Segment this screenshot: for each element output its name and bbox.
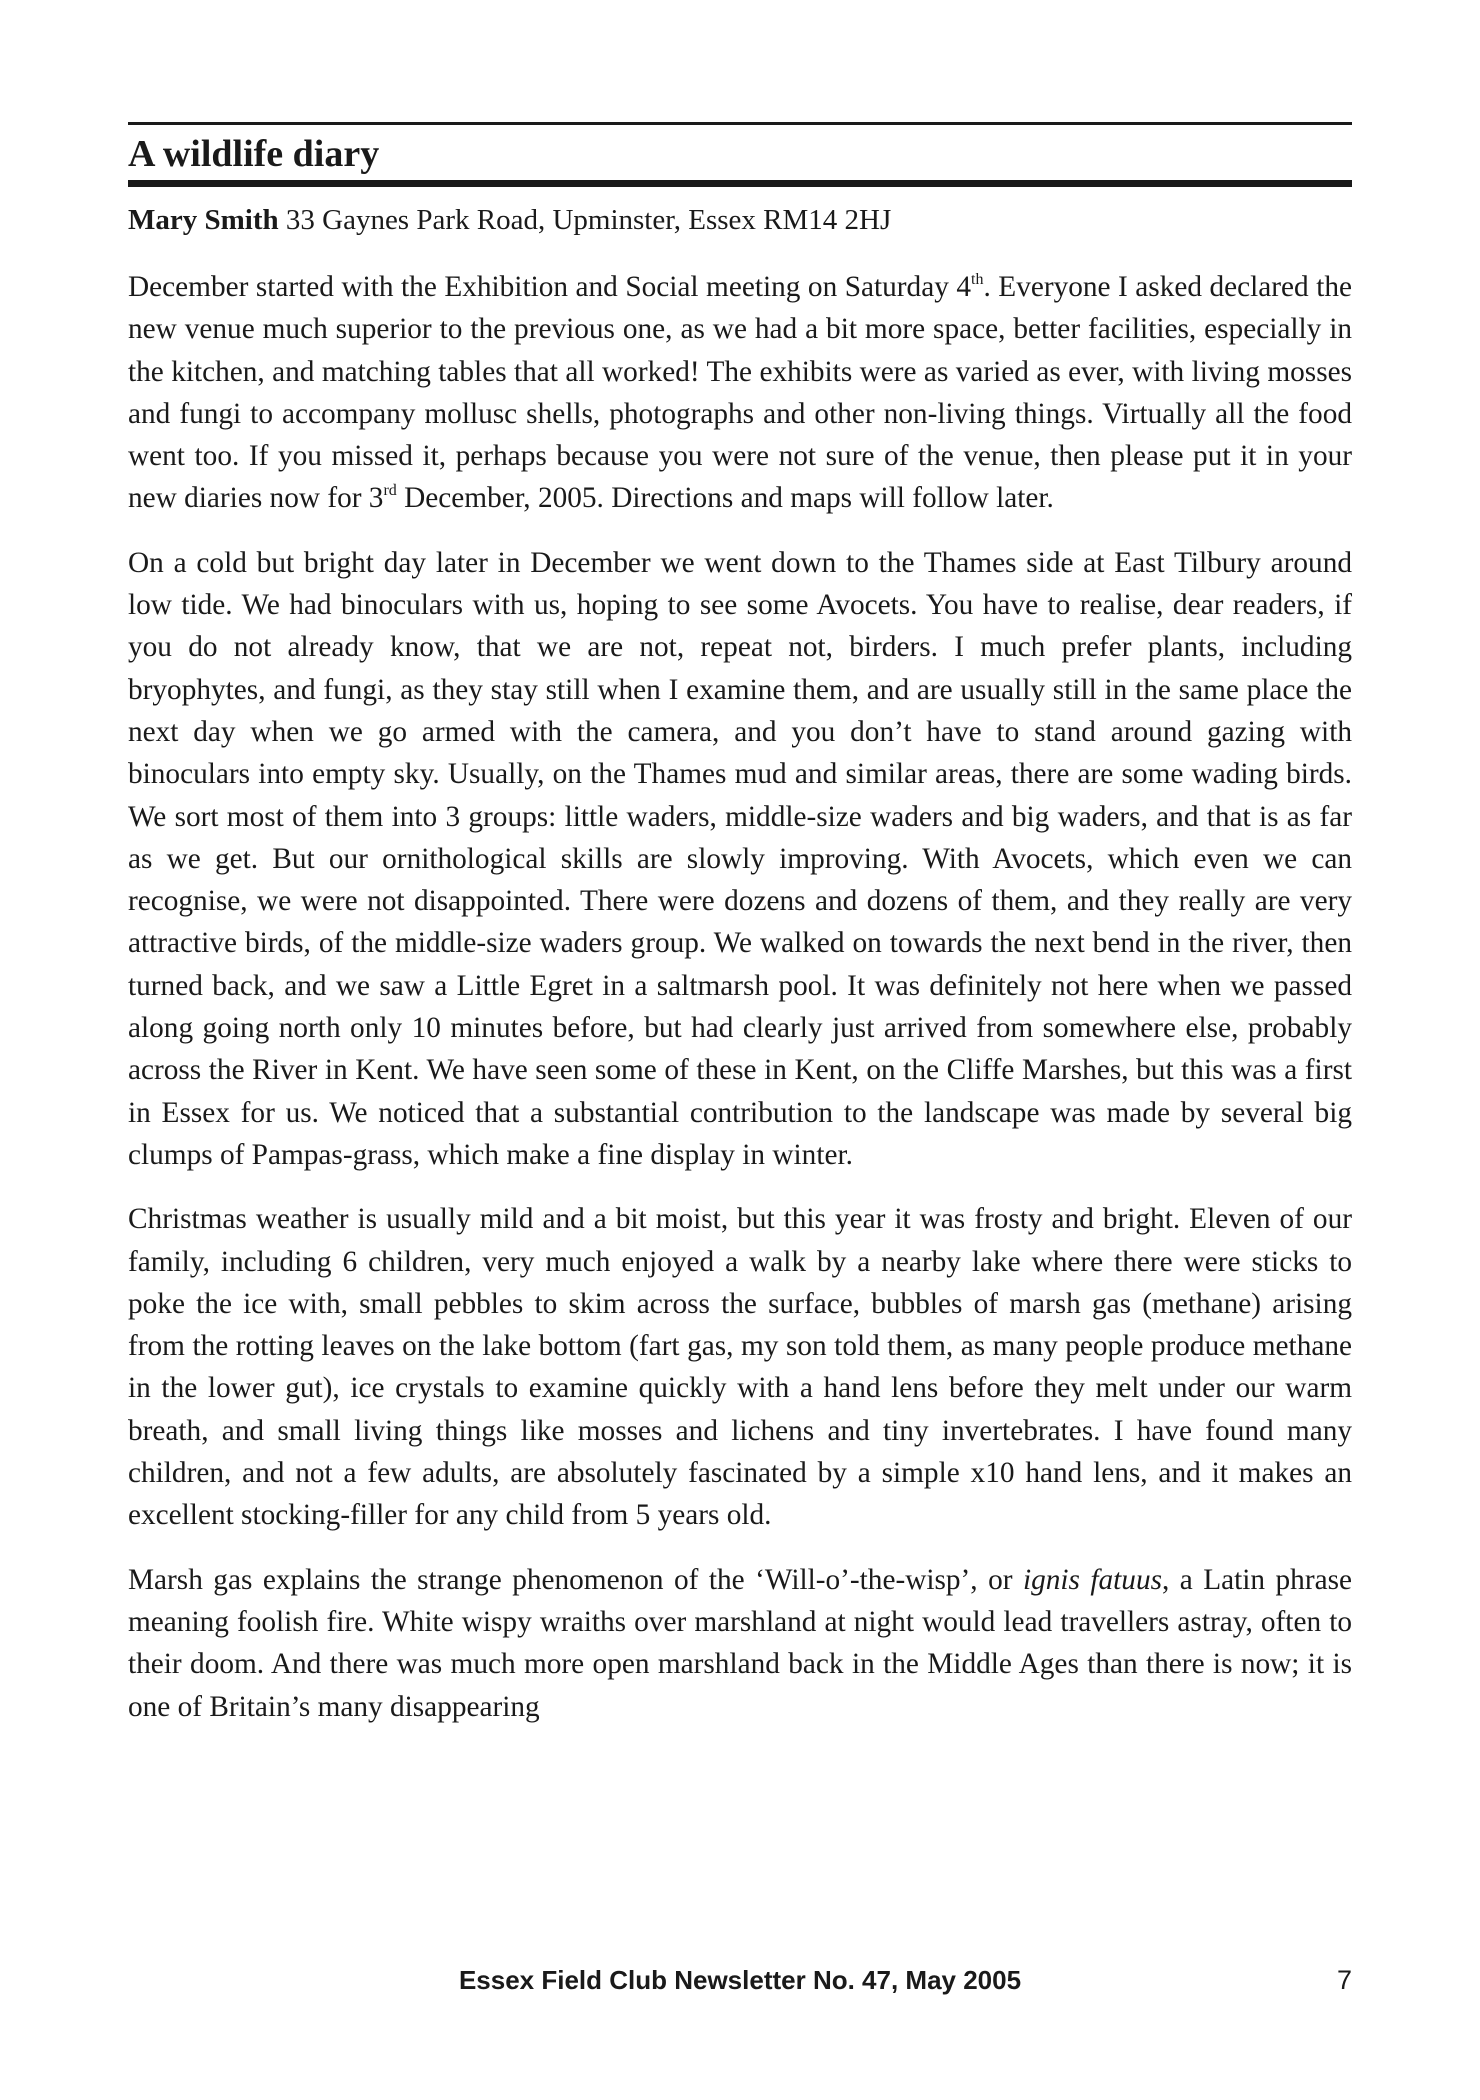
paragraph-text: December, 2005. Directions and maps will follow later. <box>396 482 1054 515</box>
author-name: Mary Smith <box>128 204 279 236</box>
article-title: A wildlife diary <box>128 133 380 175</box>
page-footer <box>128 1962 1352 2002</box>
title-underline <box>128 180 1352 187</box>
page-number: 7 <box>1336 1965 1352 1995</box>
paragraph-text: Christmas weather is usually mild and a bit moist, but this year it was frosty and bright. Eleven of our family, including 6 children, very much enjoyed a walk by a nearby lake where there were sticks to poke the ice with, small pebbles to skim across the surface, bubbles of marsh gas (methane) arising from the rotting leaves on the lake bottom (fart gas, my son told them, as many people produce methane in the lower gut), ice crystals to examine quickly with a hand lens before they melt under our warm breath, and small living things like mosses and lichens and tiny invertebrates. I have found many children, and not a few adults, are absolutely fascinated by a simple x10 hand lens, and it makes an excellent stocking-filler for any child from 5 years old. <box>128 1203 1352 1532</box>
author-address: 33 Gaynes Park Road, Upminster, Essex RM14 2HJ <box>285 204 892 236</box>
ordinal-suffix: rd <box>383 482 397 500</box>
latin-phrase: ignis fatuus <box>1022 1563 1163 1596</box>
paragraph <box>128 542 1352 1176</box>
newsletter-page <box>128 0 1352 2100</box>
paragraph-text: . Everyone I asked declared the new venue much superior to the previous one, as we had a bit more space, better facilities, especially in the kitchen, and matching tables that all worked! The exhibits were as varied as ever, with living mosses and fungi to accompany mollusc shells, photographs and other non-living things. Virtually all the food went too. If you missed it, perhaps because you were not sure of the venue, then please put it in your new diaries now for 3 <box>128 271 1352 515</box>
byline <box>128 200 891 240</box>
paragraph <box>128 266 1352 520</box>
paragraph-text: , a Latin phrase meaning foolish fire. White wispy wraiths over marshland at night would lead travellers astray, often to their doom. And there was much more open marshland back in the Middle Ages than there is now; it is one of Britain’s many disappearing <box>128 1563 1352 1723</box>
top-rule <box>128 122 1352 125</box>
paragraph <box>128 1559 1352 1728</box>
article-body <box>128 266 1352 1750</box>
publication-title: Essex Field Club Newsletter No. 47, May 2005 <box>458 1965 1022 1995</box>
paragraph <box>128 1198 1352 1536</box>
ordinal-suffix: th <box>971 271 984 288</box>
paragraph-text: Marsh gas explains the strange phenomenon of the ‘Will-o’-the-wisp’, or <box>128 1563 1023 1596</box>
paragraph-text: On a cold but bright day later in December we went down to the Thames side at East Tilbury around low tide. We had binoculars with us, hoping to see some Avocets. You have to realise, dear readers, if you do not already know, that we are not, repeat not, birders. I much prefer plants, including bryophytes, and fungi, as they stay still when I examine them, and are usually still in the same place the next day when we go armed with the camera, and you don’t have to stand around gazing with binoculars into empty sky. Usually, on the Thames mud and similar areas, there are some wading birds. We sort most of them into 3 groups: little waders, middle-size waders and big waders, and that is as far as we get. But our ornithological skills are slowly improving. With Avocets, which even we can recognise, we were not disappointed. There were dozens and dozens of them, and they really are very attractive birds, of the middle-size waders group. We walked on towards the next bend in the river, then turned back, and we saw a Little Egret in a saltmarsh pool. It was definitely not here when we passed along going north only 10 minutes before, but had clearly just arrived from somewhere else, probably across the River in Kent. We have seen some of these in Kent, on the Cliffe Marshes, but this was a first in Essex for us. We noticed that a substantial contribution to the landscape was made by several big clumps of Pampas-grass, which make a fine display in winter. <box>128 546 1352 1171</box>
paragraph-text: December started with the Exhibition and Social meeting on Saturday 4 <box>128 271 972 303</box>
